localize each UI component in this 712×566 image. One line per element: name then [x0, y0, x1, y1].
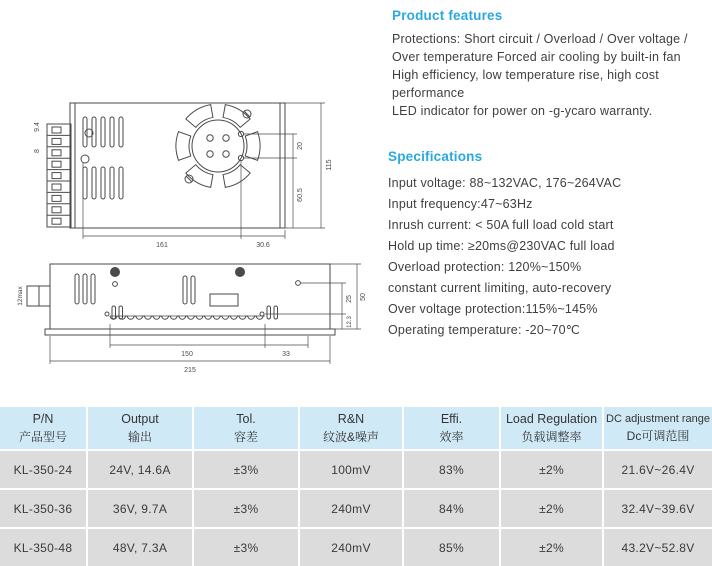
- spec-line: Inrush current: < 50A full load cold start: [388, 218, 614, 232]
- table-cell: ±2%: [501, 490, 602, 527]
- table-cell: 48V, 7.3A: [88, 529, 192, 566]
- spec-line: Input frequency:47~63Hz: [388, 197, 533, 211]
- dimension-label: 150: [181, 351, 193, 358]
- column-header-ripple-noise: R&N 纹波&噪声: [300, 407, 402, 449]
- table-cell: 83%: [404, 451, 499, 488]
- spec-line: Input voltage: 88~132VAC, 176~264VAC: [388, 176, 622, 190]
- base-rail: [45, 329, 335, 335]
- case-outline: [70, 103, 285, 228]
- table-cell: KL-350-24: [0, 451, 86, 488]
- dimension-label: 12max: [17, 286, 24, 306]
- screw-icon: [236, 268, 245, 277]
- table-cell: 85%: [404, 529, 499, 566]
- feature-line: High efficiency, low temperature rise, high cost: [392, 68, 659, 82]
- table-cell: 240mV: [300, 529, 402, 566]
- spec-line: Over voltage protection:115%~145%: [388, 302, 598, 316]
- spec-line: Overload protection: 120%~150%: [388, 260, 582, 274]
- specifications-heading: Specifications: [388, 149, 483, 164]
- table-cell: 43.2V~52.8V: [604, 529, 712, 566]
- dimension-label: 30.6: [256, 242, 270, 249]
- dimension-label: 20: [297, 142, 304, 150]
- terminal-block: [47, 124, 71, 227]
- dimension-label: 12.3: [347, 316, 353, 328]
- table-cell: 84%: [404, 490, 499, 527]
- dimension-label: 25: [346, 295, 353, 303]
- feature-line: Over temperature Forced air cooling by built-in fan: [392, 50, 681, 64]
- dimension-label: 215: [184, 367, 196, 374]
- table-cell: 32.4V~39.6V: [604, 490, 712, 527]
- table-cell: 21.6V~26.4V: [604, 451, 712, 488]
- screw-icon: [111, 268, 120, 277]
- side-view-drawing: [15, 256, 367, 378]
- dimension-label: 161: [156, 242, 168, 249]
- spec-line: constant current limiting, auto-recovery: [388, 281, 612, 295]
- dimension-label: 8: [34, 149, 41, 153]
- dimension-label: 9.4: [34, 122, 41, 132]
- table-cell: ±2%: [501, 451, 602, 488]
- column-header-pn: P/N 产品型号: [0, 407, 86, 449]
- table-cell: 240mV: [300, 490, 402, 527]
- spec-line: Operating temperature: -20~70℃: [388, 323, 581, 337]
- table-cell: 100mV: [300, 451, 402, 488]
- product-features-heading: Product features: [392, 8, 503, 23]
- table-cell: KL-350-48: [0, 529, 86, 566]
- table-cell: KL-350-36: [0, 490, 86, 527]
- specifications-section: [388, 149, 712, 341]
- dimension-label: 60.5: [297, 188, 304, 202]
- dimension-label: 115: [326, 159, 333, 171]
- column-header-load-regulation: Load Regulation 负载调整率: [501, 407, 602, 449]
- column-header-tolerance: Tol. 容差: [194, 407, 298, 449]
- product-spec-table: [0, 407, 712, 566]
- table-cell: ±3%: [194, 529, 298, 566]
- table-cell: ±2%: [501, 529, 602, 566]
- feature-line: performance: [392, 86, 465, 100]
- table-cell: ±3%: [194, 490, 298, 527]
- top-view-drawing: [25, 93, 340, 255]
- feature-line: LED indicator for power on -g-ycaro warranty.: [392, 104, 653, 118]
- table-cell: ±3%: [194, 451, 298, 488]
- product-features-section: [392, 8, 712, 120]
- dimension-label: 50: [360, 293, 367, 301]
- input-connector: [27, 286, 50, 306]
- column-header-dc-adjustment-range: DC adjustment range Dc可调范围: [604, 407, 712, 449]
- column-header-efficiency: Effi. 效率: [404, 407, 499, 449]
- table-cell: 24V, 14.6A: [88, 451, 192, 488]
- spec-line: Hold up time: ≥20ms@230VAC full load: [388, 239, 615, 253]
- dimension-label: 33: [282, 351, 290, 358]
- feature-line: Protections: Short circuit / Overload / Over voltage /: [392, 32, 688, 46]
- column-header-output: Output 输出: [88, 407, 192, 449]
- table-cell: 36V, 9.7A: [88, 490, 192, 527]
